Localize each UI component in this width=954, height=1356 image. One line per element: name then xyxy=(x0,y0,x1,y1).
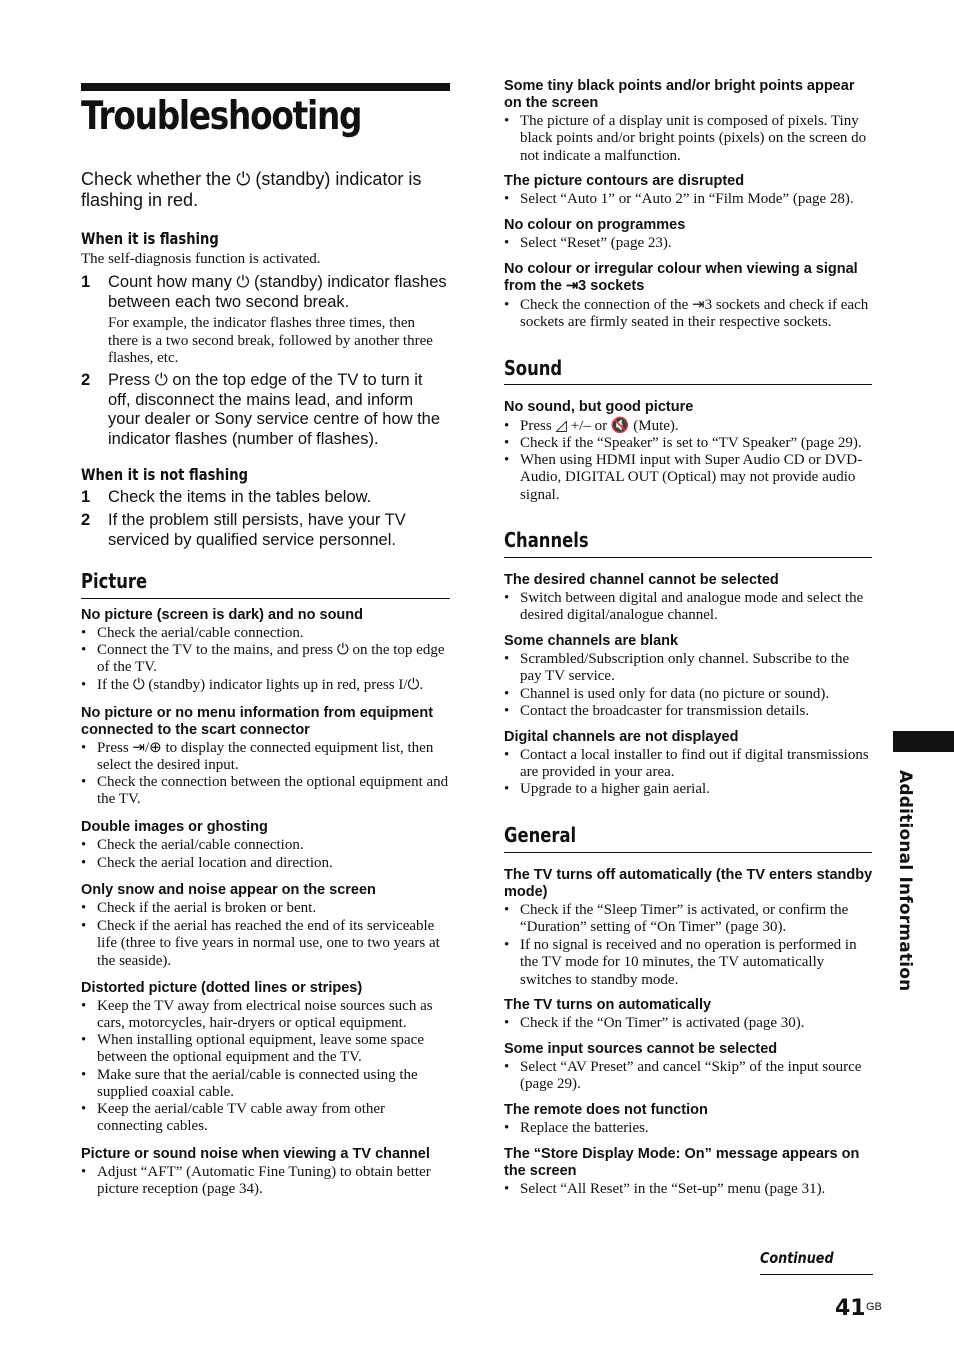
problem-title: Some channels are blank xyxy=(504,633,679,649)
problem-title: The “Store Display Mode: On” message appears on the screen xyxy=(504,1146,860,1179)
continued-rule xyxy=(760,1274,873,1275)
step-number: 2 xyxy=(81,511,91,529)
problem-title: Some input sources cannot be selected xyxy=(504,1041,778,1057)
section-divider xyxy=(504,557,872,558)
section-general-heading: General xyxy=(504,823,577,847)
problem-title: The picture contours are disrupted xyxy=(504,173,745,189)
intro-text: Check whether the ⏻ (standby) indicator is flashing in red. xyxy=(81,169,422,210)
step-number: 1 xyxy=(81,488,91,506)
problem-title: Only snow and noise appear on the screen xyxy=(81,882,376,898)
page-title: Troubleshooting xyxy=(81,94,362,139)
problem-title: No colour or irregular colour when viewing a signal from the ⇥3 sockets xyxy=(504,261,858,294)
step-number: 2 xyxy=(81,371,91,389)
problem-title: Distorted picture (dotted lines or stripes) xyxy=(81,980,363,996)
section-sound-heading: Sound xyxy=(504,356,563,380)
problem-title: Digital channels are not displayed xyxy=(504,729,739,745)
problem-title: Some tiny black points and/or bright points appear on the screen xyxy=(504,78,855,111)
when-flashing-heading: When it is flashing xyxy=(81,229,219,248)
side-tab-label: Additional Information xyxy=(895,770,915,992)
page-number: 41 xyxy=(835,1296,866,1321)
step-number: 1 xyxy=(81,273,91,291)
page-suffix: GB xyxy=(866,1301,882,1313)
flashing-example: For example, the indicator flashes three times, then there is a two second break, followed by another three flashes, etc. xyxy=(108,315,433,366)
problem-title: The TV turns off automatically (the TV enters standby mode) xyxy=(504,867,873,900)
when-flashing-desc: The self-diagnosis function is activated. xyxy=(81,251,321,267)
section-divider xyxy=(504,852,872,853)
step-text: Count how many ⏻ (standby) indicator flashes between each two second break. xyxy=(108,273,447,311)
step-text: Press ⏻ on the top edge of the TV to turn it off, disconnect the mains lead, and inform your dealer or Sony service centre of how the indicator flashes (number of flashes). xyxy=(108,371,441,448)
problem-title: The remote does not function xyxy=(504,1102,708,1118)
problem-title: No colour on programmes xyxy=(504,217,686,233)
problem-title: No sound, but good picture xyxy=(504,399,694,415)
problem-title: Double images or ghosting xyxy=(81,819,268,835)
problem-title: No picture or no menu information from equipment connected to the scart connector xyxy=(81,705,434,738)
problem-title: No picture (screen is dark) and no sound xyxy=(81,607,363,623)
not-flashing-heading: When it is not flashing xyxy=(81,465,248,484)
continued-label: Continued xyxy=(760,1249,834,1267)
problem-title: The TV turns on automatically xyxy=(504,997,712,1013)
side-tab-marker xyxy=(893,731,954,752)
step-text: Check the items in the tables below. xyxy=(108,488,372,506)
problem-title: The desired channel cannot be selected xyxy=(504,572,779,588)
section-picture-heading: Picture xyxy=(81,569,148,593)
step-text: If the problem still persists, have your TV serviced by qualified service personnel. xyxy=(108,511,406,549)
not-flashing-step-2 xyxy=(81,511,451,551)
section-channels-heading: Channels xyxy=(504,528,589,552)
problem-title: Picture or sound noise when viewing a TV channel xyxy=(81,1146,430,1162)
flashing-step-2 xyxy=(81,371,451,451)
title-rule xyxy=(81,83,450,91)
section-divider xyxy=(81,598,450,599)
section-divider xyxy=(504,384,872,385)
flashing-step-1 xyxy=(81,273,451,313)
not-flashing-step-1 xyxy=(81,488,451,508)
